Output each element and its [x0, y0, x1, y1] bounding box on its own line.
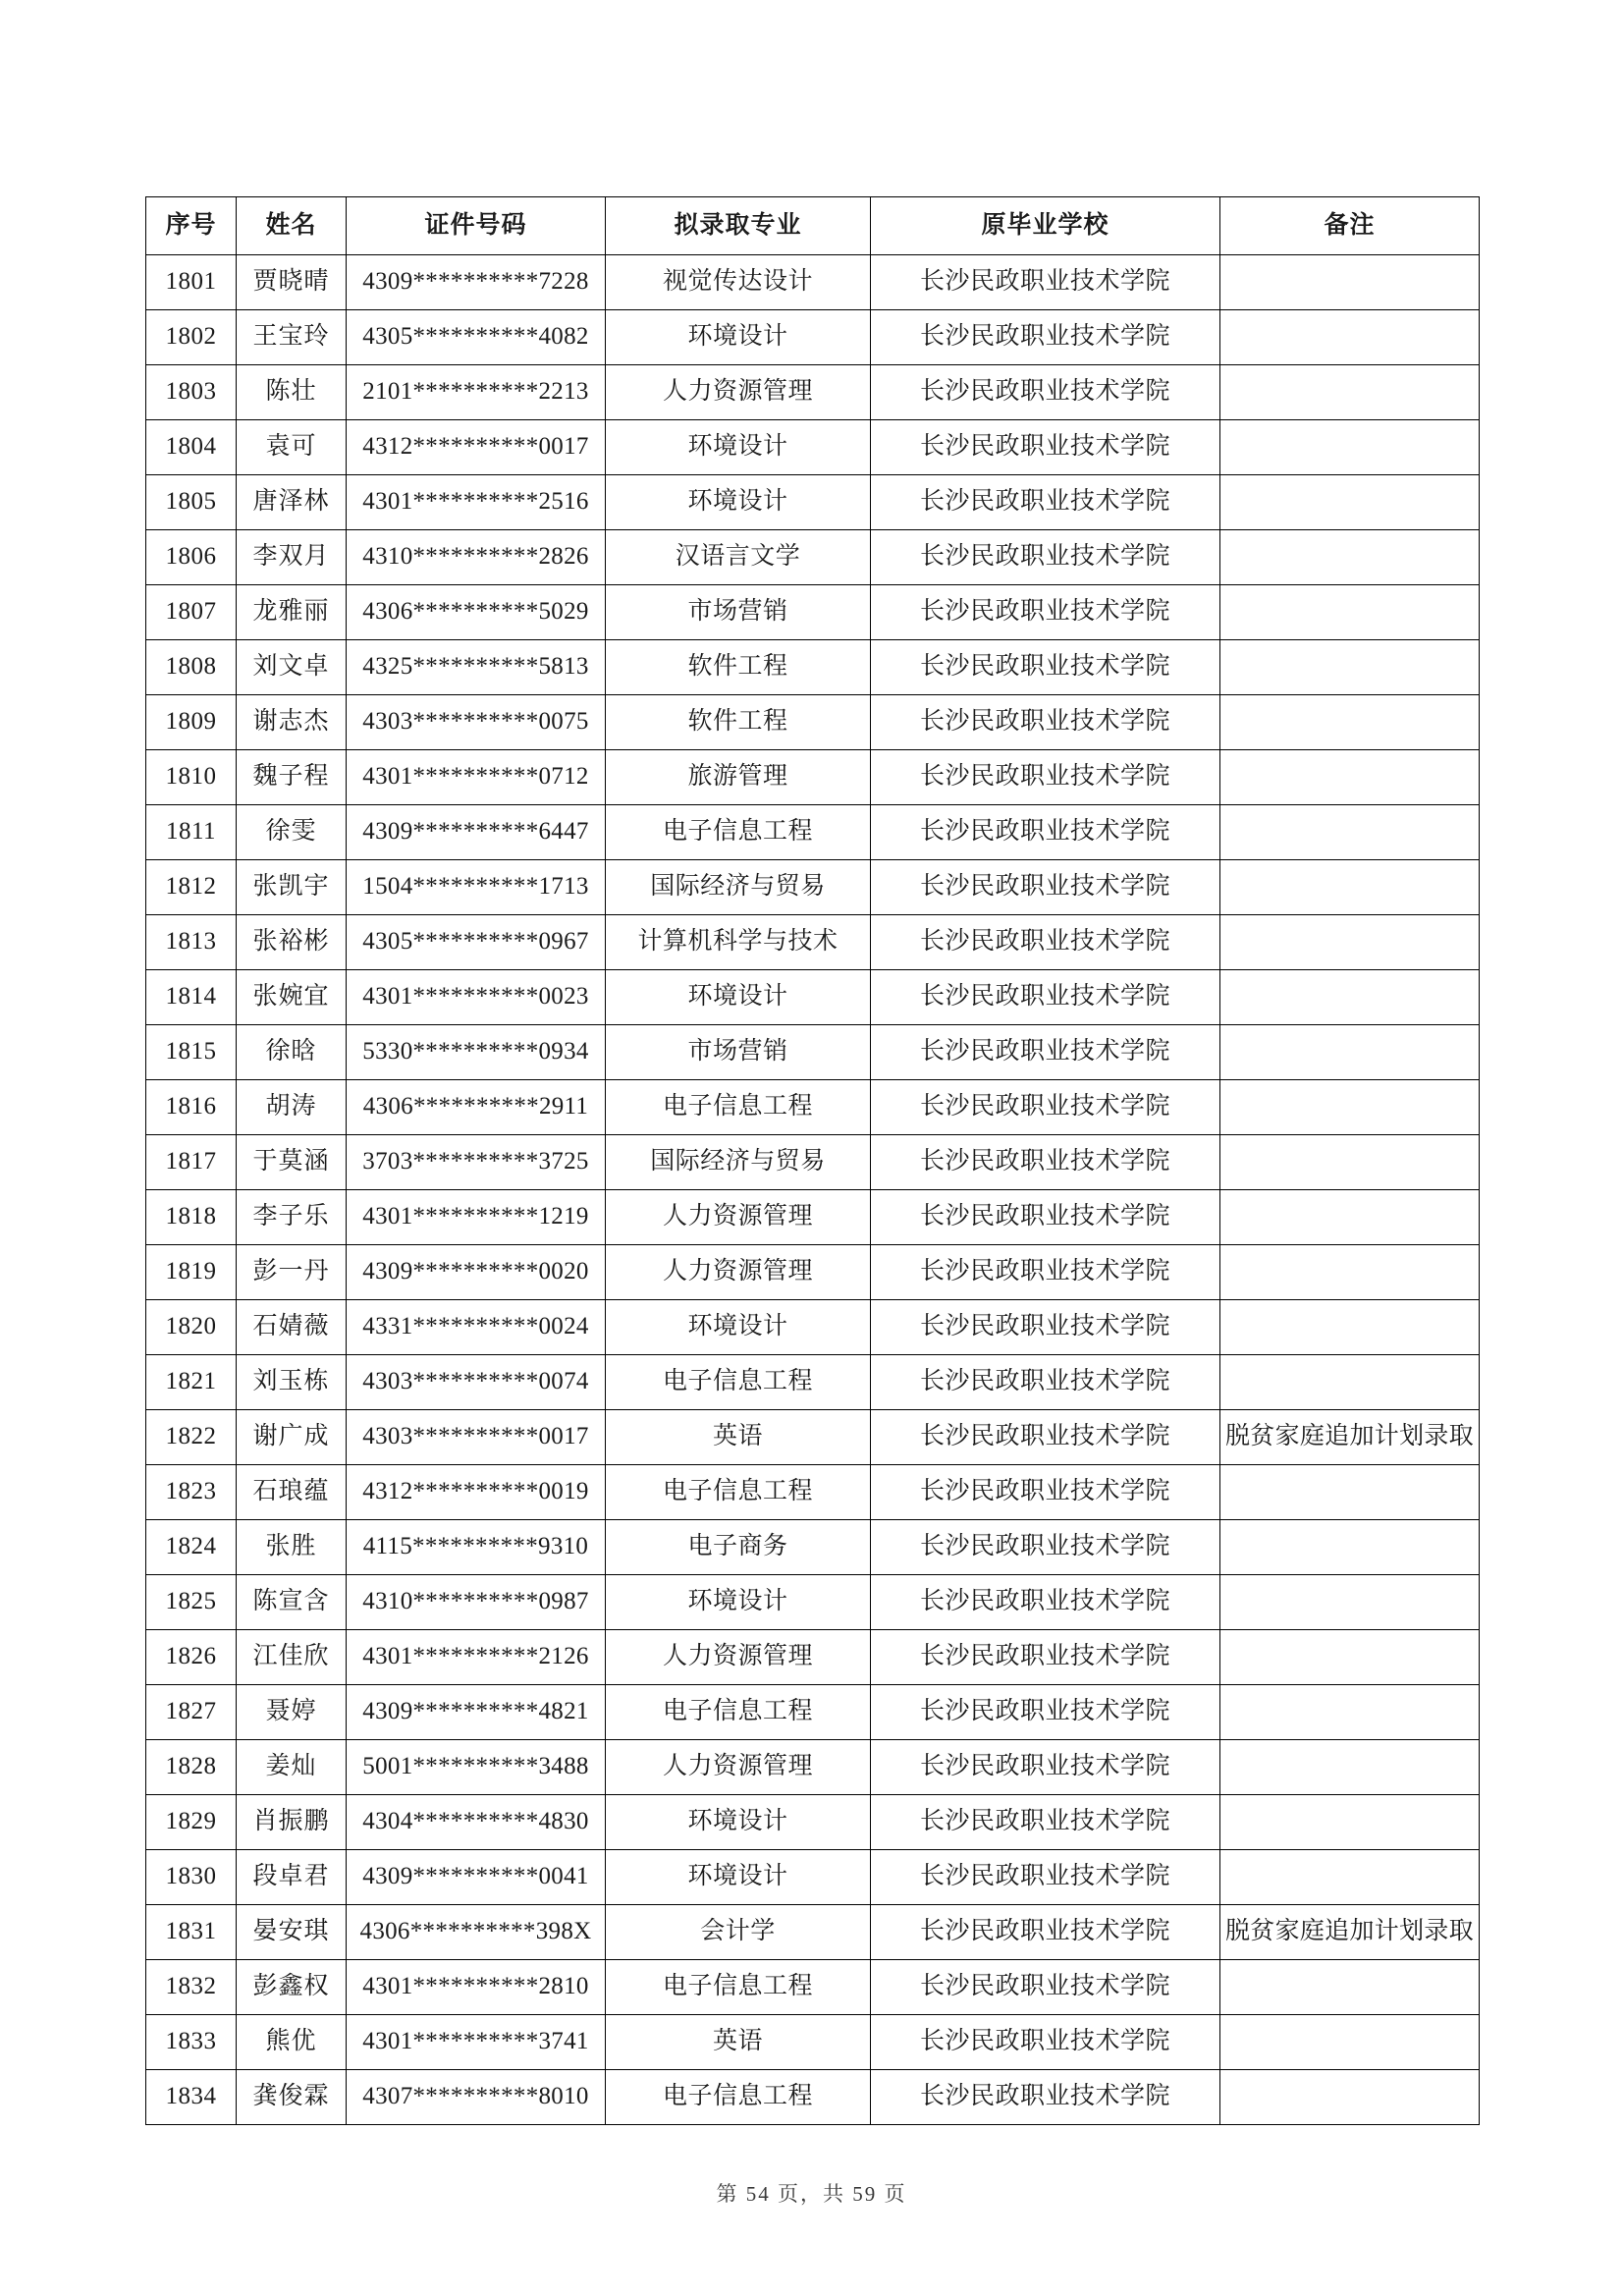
- table-row: [146, 1520, 1480, 1575]
- cell-school: 长沙民政职业技术学院: [871, 1025, 1220, 1080]
- cell-seq: 1808: [146, 640, 237, 695]
- table-row: [146, 1300, 1480, 1355]
- table-row: [146, 1135, 1480, 1190]
- cell-seq: 1805: [146, 475, 237, 530]
- cell-name: 张胜: [237, 1520, 347, 1575]
- cell-school: 长沙民政职业技术学院: [871, 1465, 1220, 1520]
- cell-major: 计算机科学与技术: [606, 915, 871, 970]
- admission-roster-table-wrapper: [145, 196, 1479, 2125]
- cell-school: 长沙民政职业技术学院: [871, 530, 1220, 585]
- cell-remark: [1220, 585, 1480, 640]
- cell-remark: [1220, 1740, 1480, 1795]
- cell-major: 人力资源管理: [606, 1190, 871, 1245]
- cell-major: 电子信息工程: [606, 1960, 871, 2015]
- table-row: [146, 1190, 1480, 1245]
- table-header: [146, 197, 1480, 255]
- cell-major: 国际经济与贸易: [606, 1135, 871, 1190]
- cell-id: 4115**********9310: [347, 1520, 606, 1575]
- table-row: [146, 1575, 1480, 1630]
- cell-id: 4307**********8010: [347, 2070, 606, 2125]
- table-row: [146, 1850, 1480, 1905]
- cell-name: 段卓君: [237, 1850, 347, 1905]
- cell-id: 4306**********2911: [347, 1080, 606, 1135]
- cell-remark: [1220, 255, 1480, 310]
- cell-remark: [1220, 1520, 1480, 1575]
- cell-major: 电子信息工程: [606, 2070, 871, 2125]
- cell-remark: [1220, 1135, 1480, 1190]
- cell-major: 环境设计: [606, 1575, 871, 1630]
- cell-school: 长沙民政职业技术学院: [871, 2070, 1220, 2125]
- cell-seq: 1817: [146, 1135, 237, 1190]
- cell-major: 旅游管理: [606, 750, 871, 805]
- cell-name: 唐泽林: [237, 475, 347, 530]
- cell-name: 刘玉栋: [237, 1355, 347, 1410]
- cell-name: 晏安琪: [237, 1905, 347, 1960]
- cell-id: 4301**********2810: [347, 1960, 606, 2015]
- table-row: [146, 1080, 1480, 1135]
- cell-major: 电子信息工程: [606, 1355, 871, 1410]
- cell-remark: 脱贫家庭追加计划录取: [1220, 1410, 1480, 1465]
- cell-id: 4301**********2126: [347, 1630, 606, 1685]
- cell-major: 电子信息工程: [606, 805, 871, 860]
- cell-seq: 1823: [146, 1465, 237, 1520]
- cell-seq: 1810: [146, 750, 237, 805]
- cell-seq: 1830: [146, 1850, 237, 1905]
- cell-remark: [1220, 475, 1480, 530]
- cell-id: 4309**********7228: [347, 255, 606, 310]
- cell-seq: 1825: [146, 1575, 237, 1630]
- cell-school: 长沙民政职业技术学院: [871, 2015, 1220, 2070]
- cell-id: 4310**********2826: [347, 530, 606, 585]
- table-row: [146, 2070, 1480, 2125]
- cell-seq: 1815: [146, 1025, 237, 1080]
- cell-seq: 1806: [146, 530, 237, 585]
- table-header-row: [146, 197, 1480, 255]
- cell-school: 长沙民政职业技术学院: [871, 1410, 1220, 1465]
- cell-name: 陈宣含: [237, 1575, 347, 1630]
- cell-id: 5001**********3488: [347, 1740, 606, 1795]
- column-header-remark: 备注: [1220, 197, 1480, 255]
- cell-remark: [1220, 1630, 1480, 1685]
- table-row: [146, 750, 1480, 805]
- column-header-major: 拟录取专业: [606, 197, 871, 255]
- cell-major: 人力资源管理: [606, 365, 871, 420]
- table-row: [146, 860, 1480, 915]
- cell-name: 江佳欣: [237, 1630, 347, 1685]
- cell-id: 4301**********0712: [347, 750, 606, 805]
- table-row: [146, 1685, 1480, 1740]
- table-row: [146, 1245, 1480, 1300]
- cell-remark: [1220, 1080, 1480, 1135]
- cell-name: 彭鑫权: [237, 1960, 347, 2015]
- cell-remark: [1220, 1355, 1480, 1410]
- table-body: [146, 255, 1480, 2125]
- cell-name: 谢广成: [237, 1410, 347, 1465]
- cell-seq: 1831: [146, 1905, 237, 1960]
- cell-major: 汉语言文学: [606, 530, 871, 585]
- cell-school: 长沙民政职业技术学院: [871, 1960, 1220, 2015]
- cell-school: 长沙民政职业技术学院: [871, 1300, 1220, 1355]
- cell-major: 英语: [606, 2015, 871, 2070]
- cell-school: 长沙民政职业技术学院: [871, 1245, 1220, 1300]
- table-row: [146, 1465, 1480, 1520]
- table-row: [146, 1960, 1480, 2015]
- table-row: [146, 1630, 1480, 1685]
- cell-seq: 1824: [146, 1520, 237, 1575]
- table-row: [146, 805, 1480, 860]
- cell-id: 4301**********3741: [347, 2015, 606, 2070]
- cell-name: 张裕彬: [237, 915, 347, 970]
- cell-seq: 1811: [146, 805, 237, 860]
- cell-school: 长沙民政职业技术学院: [871, 310, 1220, 365]
- cell-remark: [1220, 860, 1480, 915]
- table-row: [146, 365, 1480, 420]
- table-row: [146, 695, 1480, 750]
- cell-name: 谢志杰: [237, 695, 347, 750]
- cell-major: 电子信息工程: [606, 1685, 871, 1740]
- cell-seq: 1826: [146, 1630, 237, 1685]
- cell-name: 龚俊霖: [237, 2070, 347, 2125]
- cell-name: 张凯宇: [237, 860, 347, 915]
- cell-remark: [1220, 420, 1480, 475]
- cell-major: 环境设计: [606, 1300, 871, 1355]
- cell-name: 魏子程: [237, 750, 347, 805]
- cell-remark: 脱贫家庭追加计划录取: [1220, 1905, 1480, 1960]
- cell-name: 彭一丹: [237, 1245, 347, 1300]
- cell-id: 4304**********4830: [347, 1795, 606, 1850]
- cell-seq: 1828: [146, 1740, 237, 1795]
- cell-name: 王宝玲: [237, 310, 347, 365]
- cell-major: 电子商务: [606, 1520, 871, 1575]
- cell-name: 刘文卓: [237, 640, 347, 695]
- cell-school: 长沙民政职业技术学院: [871, 970, 1220, 1025]
- cell-id: 4303**********0075: [347, 695, 606, 750]
- cell-major: 软件工程: [606, 695, 871, 750]
- cell-seq: 1821: [146, 1355, 237, 1410]
- cell-id: 4303**********0017: [347, 1410, 606, 1465]
- table-row: [146, 1795, 1480, 1850]
- cell-seq: 1820: [146, 1300, 237, 1355]
- cell-id: 4303**********0074: [347, 1355, 606, 1410]
- cell-id: 4331**********0024: [347, 1300, 606, 1355]
- cell-id: 4309**********0041: [347, 1850, 606, 1905]
- cell-school: 长沙民政职业技术学院: [871, 1355, 1220, 1410]
- cell-name: 姜灿: [237, 1740, 347, 1795]
- cell-id: 4301**********1219: [347, 1190, 606, 1245]
- cell-name: 于莫涵: [237, 1135, 347, 1190]
- cell-name: 熊优: [237, 2015, 347, 2070]
- table-row: [146, 585, 1480, 640]
- cell-seq: 1818: [146, 1190, 237, 1245]
- cell-school: 长沙民政职业技术学院: [871, 915, 1220, 970]
- cell-remark: [1220, 2070, 1480, 2125]
- cell-remark: [1220, 1850, 1480, 1905]
- cell-seq: 1813: [146, 915, 237, 970]
- cell-id: 4305**********0967: [347, 915, 606, 970]
- cell-seq: 1814: [146, 970, 237, 1025]
- cell-major: 市场营销: [606, 585, 871, 640]
- cell-school: 长沙民政职业技术学院: [871, 1135, 1220, 1190]
- cell-name: 李子乐: [237, 1190, 347, 1245]
- cell-major: 人力资源管理: [606, 1245, 871, 1300]
- column-header-name: 姓名: [237, 197, 347, 255]
- cell-seq: 1803: [146, 365, 237, 420]
- cell-major: 人力资源管理: [606, 1740, 871, 1795]
- cell-major: 环境设计: [606, 310, 871, 365]
- cell-major: 环境设计: [606, 475, 871, 530]
- cell-major: 电子信息工程: [606, 1465, 871, 1520]
- table-row: [146, 1355, 1480, 1410]
- cell-seq: 1802: [146, 310, 237, 365]
- cell-school: 长沙民政职业技术学院: [871, 1740, 1220, 1795]
- cell-major: 人力资源管理: [606, 1630, 871, 1685]
- cell-id: 4306**********398X: [347, 1905, 606, 1960]
- cell-id: 4309**********4821: [347, 1685, 606, 1740]
- cell-school: 长沙民政职业技术学院: [871, 695, 1220, 750]
- cell-name: 袁可: [237, 420, 347, 475]
- cell-seq: 1807: [146, 585, 237, 640]
- cell-school: 长沙民政职业技术学院: [871, 750, 1220, 805]
- cell-remark: [1220, 640, 1480, 695]
- cell-remark: [1220, 1575, 1480, 1630]
- column-header-school: 原毕业学校: [871, 197, 1220, 255]
- table-row: [146, 1905, 1480, 1960]
- cell-seq: 1822: [146, 1410, 237, 1465]
- table-row: [146, 310, 1480, 365]
- cell-seq: 1827: [146, 1685, 237, 1740]
- table-row: [146, 1740, 1480, 1795]
- cell-seq: 1812: [146, 860, 237, 915]
- cell-id: 1504**********1713: [347, 860, 606, 915]
- cell-school: 长沙民政职业技术学院: [871, 1905, 1220, 1960]
- cell-seq: 1816: [146, 1080, 237, 1135]
- cell-major: 英语: [606, 1410, 871, 1465]
- cell-name: 陈壮: [237, 365, 347, 420]
- cell-id: 4301**********0023: [347, 970, 606, 1025]
- cell-name: 张婉宜: [237, 970, 347, 1025]
- cell-remark: [1220, 310, 1480, 365]
- cell-name: 石婧薇: [237, 1300, 347, 1355]
- cell-school: 长沙民政职业技术学院: [871, 1685, 1220, 1740]
- cell-id: 4309**********0020: [347, 1245, 606, 1300]
- cell-id: 4312**********0017: [347, 420, 606, 475]
- cell-id: 4306**********5029: [347, 585, 606, 640]
- cell-remark: [1220, 1300, 1480, 1355]
- cell-name: 聂婷: [237, 1685, 347, 1740]
- cell-school: 长沙民政职业技术学院: [871, 1080, 1220, 1135]
- cell-name: 肖振鹏: [237, 1795, 347, 1850]
- cell-major: 环境设计: [606, 970, 871, 1025]
- cell-school: 长沙民政职业技术学院: [871, 475, 1220, 530]
- cell-school: 长沙民政职业技术学院: [871, 585, 1220, 640]
- cell-id: 3703**********3725: [347, 1135, 606, 1190]
- cell-remark: [1220, 1025, 1480, 1080]
- cell-id: 5330**********0934: [347, 1025, 606, 1080]
- cell-school: 长沙民政职业技术学院: [871, 1190, 1220, 1245]
- table-row: [146, 915, 1480, 970]
- cell-remark: [1220, 1960, 1480, 2015]
- cell-remark: [1220, 695, 1480, 750]
- cell-name: 徐雯: [237, 805, 347, 860]
- cell-id: 4325**********5813: [347, 640, 606, 695]
- cell-id: 2101**********2213: [347, 365, 606, 420]
- cell-school: 长沙民政职业技术学院: [871, 1795, 1220, 1850]
- cell-school: 长沙民政职业技术学院: [871, 1630, 1220, 1685]
- admission-roster-table: [145, 196, 1480, 2125]
- table-row: [146, 640, 1480, 695]
- cell-id: 4310**********0987: [347, 1575, 606, 1630]
- table-row: [146, 1025, 1480, 1080]
- cell-remark: [1220, 750, 1480, 805]
- cell-id: 4301**********2516: [347, 475, 606, 530]
- cell-remark: [1220, 530, 1480, 585]
- cell-seq: 1832: [146, 1960, 237, 2015]
- cell-school: 长沙民政职业技术学院: [871, 420, 1220, 475]
- cell-id: 4312**********0019: [347, 1465, 606, 1520]
- cell-remark: [1220, 1795, 1480, 1850]
- cell-school: 长沙民政职业技术学院: [871, 255, 1220, 310]
- cell-name: 贾晓晴: [237, 255, 347, 310]
- cell-school: 长沙民政职业技术学院: [871, 1850, 1220, 1905]
- cell-seq: 1829: [146, 1795, 237, 1850]
- cell-remark: [1220, 1190, 1480, 1245]
- cell-school: 长沙民政职业技术学院: [871, 365, 1220, 420]
- cell-name: 胡涛: [237, 1080, 347, 1135]
- cell-id: 4305**********4082: [347, 310, 606, 365]
- cell-major: 环境设计: [606, 1850, 871, 1905]
- cell-remark: [1220, 1465, 1480, 1520]
- cell-school: 长沙民政职业技术学院: [871, 805, 1220, 860]
- cell-major: 环境设计: [606, 420, 871, 475]
- cell-name: 龙雅丽: [237, 585, 347, 640]
- cell-major: 会计学: [606, 1905, 871, 1960]
- cell-remark: [1220, 915, 1480, 970]
- page-footer: 第 54 页，共 59 页: [716, 2182, 907, 2206]
- cell-remark: [1220, 970, 1480, 1025]
- cell-seq: 1801: [146, 255, 237, 310]
- column-header-id: 证件号码: [347, 197, 606, 255]
- cell-remark: [1220, 365, 1480, 420]
- cell-school: 长沙民政职业技术学院: [871, 1520, 1220, 1575]
- cell-name: 徐晗: [237, 1025, 347, 1080]
- cell-id: 4309**********6447: [347, 805, 606, 860]
- column-header-seq: 序号: [146, 197, 237, 255]
- table-row: [146, 970, 1480, 1025]
- cell-school: 长沙民政职业技术学院: [871, 640, 1220, 695]
- table-row: [146, 420, 1480, 475]
- cell-major: 软件工程: [606, 640, 871, 695]
- cell-seq: 1804: [146, 420, 237, 475]
- cell-school: 长沙民政职业技术学院: [871, 860, 1220, 915]
- cell-seq: 1834: [146, 2070, 237, 2125]
- table-row: [146, 2015, 1480, 2070]
- table-row: [146, 1410, 1480, 1465]
- table-row: [146, 255, 1480, 310]
- table-row: [146, 530, 1480, 585]
- cell-major: 电子信息工程: [606, 1080, 871, 1135]
- cell-remark: [1220, 1685, 1480, 1740]
- cell-major: 国际经济与贸易: [606, 860, 871, 915]
- cell-name: 李双月: [237, 530, 347, 585]
- cell-name: 石琅蕴: [237, 1465, 347, 1520]
- cell-major: 市场营销: [606, 1025, 871, 1080]
- cell-remark: [1220, 1245, 1480, 1300]
- cell-remark: [1220, 2015, 1480, 2070]
- cell-school: 长沙民政职业技术学院: [871, 1575, 1220, 1630]
- cell-seq: 1809: [146, 695, 237, 750]
- table-row: [146, 475, 1480, 530]
- cell-seq: 1833: [146, 2015, 237, 2070]
- cell-major: 视觉传达设计: [606, 255, 871, 310]
- cell-major: 环境设计: [606, 1795, 871, 1850]
- cell-remark: [1220, 805, 1480, 860]
- cell-seq: 1819: [146, 1245, 237, 1300]
